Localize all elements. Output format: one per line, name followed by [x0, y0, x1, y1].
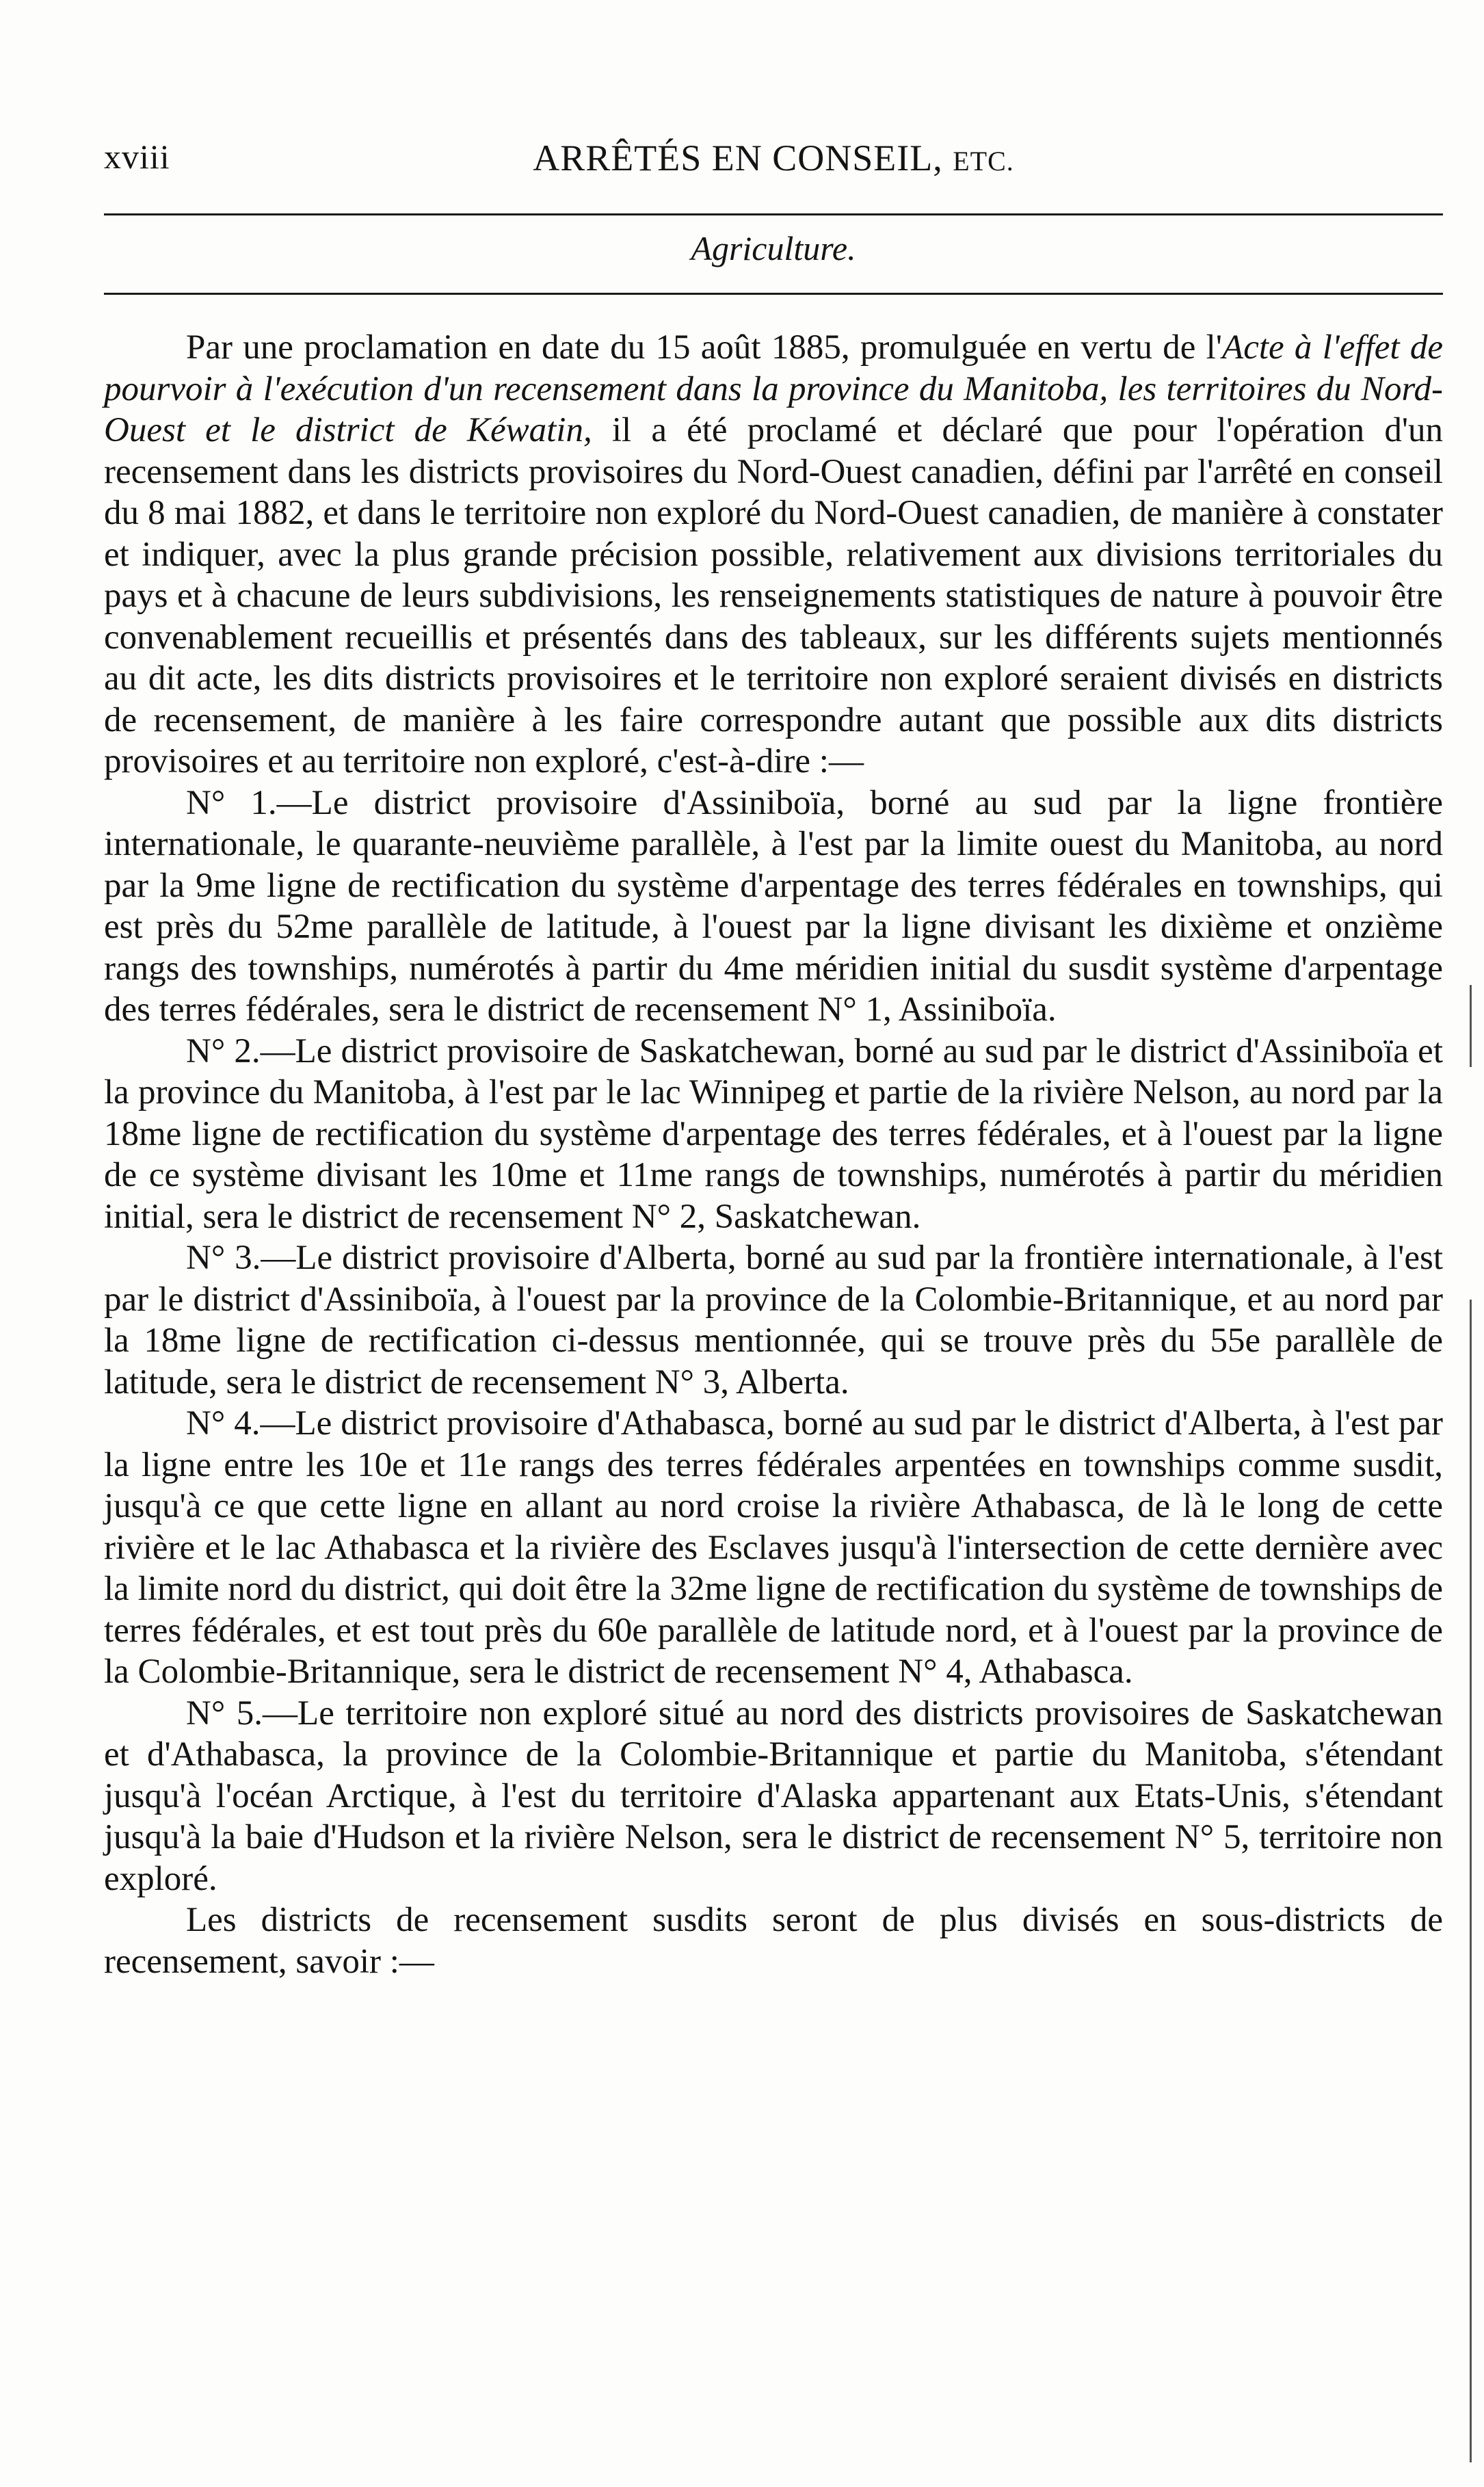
header-rule-bottom: [104, 293, 1443, 295]
margin-mark: [1470, 1300, 1472, 2462]
district-3-paragraph: N° 3.—Le district provisoire d'Alberta, borné au sud par la frontière internationale, à l'est par le district d'Assiniboïa, à l'ouest par la province de la Colombie-Britannique, et au nord par la 18me ligne de rectification ci-dessus mentionnée, qui se trouve près du 55e parallèle de latitude, sera le district de recensement N° 3, Alberta.: [104, 1239, 1443, 1402]
district-4-paragraph: N° 4.—Le district provisoire d'Athabasca, borné au sud par le district d'Alberta, à l'est par la ligne entre les 10e et 11e rangs des terres fédérales arpentées en townships comme susdit, jusqu'à ce que cette ligne en allant au nord croise la rivière Athabasca, de là le long de cette rivière et le lac Athabasca et la rivière des Esclaves jusqu'à l'intersection de cette dernière avec la limite nord du district, qui doit être la 32me ligne de rectification du système de townships de terres fédérales, et est tout près du 60e parallèle de latitude nord, et à l'ouest par la province de la Colombie-Britannique, sera le district de recensement N° 4, Athabasca.: [104, 1404, 1443, 1691]
page-header: [104, 130, 1443, 185]
margin-mark: [1470, 985, 1472, 1067]
intro-text-rest: il a été proclamé et déclaré que pour l'opération d'un recensement dans les districts provisoires du Nord-Ouest canadien, défini par l'arrêté en conseil du 8 mai 1882, et dans le territoire non exploré du Nord-Ouest canadien, de manière à constater et indiquer, avec la plus grande précision possible, relativement aux divisions territoriales du pays et à chacune de leurs subdivisions, les renseignements statistiques de nature à pouvoir être convenablement recueillis et présentés dans des tableaux, sur les différents sujets mentionnés au dit acte, les dits districts provisoires et le territoire non exploré seraient divisés en districts de recensement, de manière à les faire correspondre autant que possible aux dits districts provisoires et au territoire non exploré, c'est-à-dire :—: [104, 411, 1444, 780]
act-title: Acte à l'effet de pourvoir à l'exécution d'un recensement dans la province du Manitoba, les territoires du Nord-Ouest et le district de Kéwatin,: [104, 328, 1443, 449]
body-text: [104, 327, 1443, 1982]
running-title-main: ARRÊTÉS EN CONSEIL,: [533, 137, 953, 179]
page-number: xviii: [104, 137, 170, 176]
intro-text-start: Par une proclamation en date du 15 août 1885, promulguée en vertu de l': [186, 328, 1223, 367]
district-2-paragraph: N° 2.—Le district provisoire de Saskatchewan, borné au sud par le district d'Assiniboïa et la province du Manitoba, à l'est par le lac Winnipeg et partie de la rivière Nelson, au nord par la 18me ligne de rectification du système d'arpentage des terres fédérales, et à l'ouest par la ligne de ce système divisant les 10me et 11me rangs de townships, numérotés à partir du méridien initial, sera le district de recensement N° 2, Saskatchewan.: [104, 1031, 1443, 1236]
district-5-paragraph: N° 5.—Le territoire non exploré situé au nord des districts provisoires de Saskatchewan et d'Athabasca, la province de la Colombie-Britannique et partie du Manitoba, s'étendant jusqu'à l'océan Arctique, à l'est du territoire d'Alaska appartenant aux Etats-Unis, s'étendant jusqu'à la baie d'Hudson et la rivière Nelson, sera le district de recensement N° 5, territoire non exploré.: [104, 1694, 1443, 1898]
district-1-paragraph: N° 1.—Le district provisoire d'Assiniboïa, borné au sud par la ligne frontière internationale, le quarante-neuvième parallèle, à l'est par la limite ouest du Manitoba, au nord par la 9me ligne de rectification du système d'arpentage des terres fédérales en townships, qui est près du 52me parallèle de latitude, à l'ouest par la ligne divisant les dixième et onzième rangs des townships, numérotés à partir du 4me méridien initial du susdit système d'arpentage des terres fédérales, sera le district de recensement N° 1, Assiniboïa.: [104, 783, 1443, 1029]
running-title-small: ETC.: [953, 146, 1014, 176]
closing-paragraph: Les districts de recensement susdits seront de plus divisés en sous-districts de recensement, savoir :—: [104, 1901, 1443, 1981]
intro-paragraph: [104, 327, 1443, 782]
running-title: [104, 137, 1443, 179]
header-rule-top: [104, 213, 1443, 215]
section-title: Agriculture.: [691, 229, 856, 267]
